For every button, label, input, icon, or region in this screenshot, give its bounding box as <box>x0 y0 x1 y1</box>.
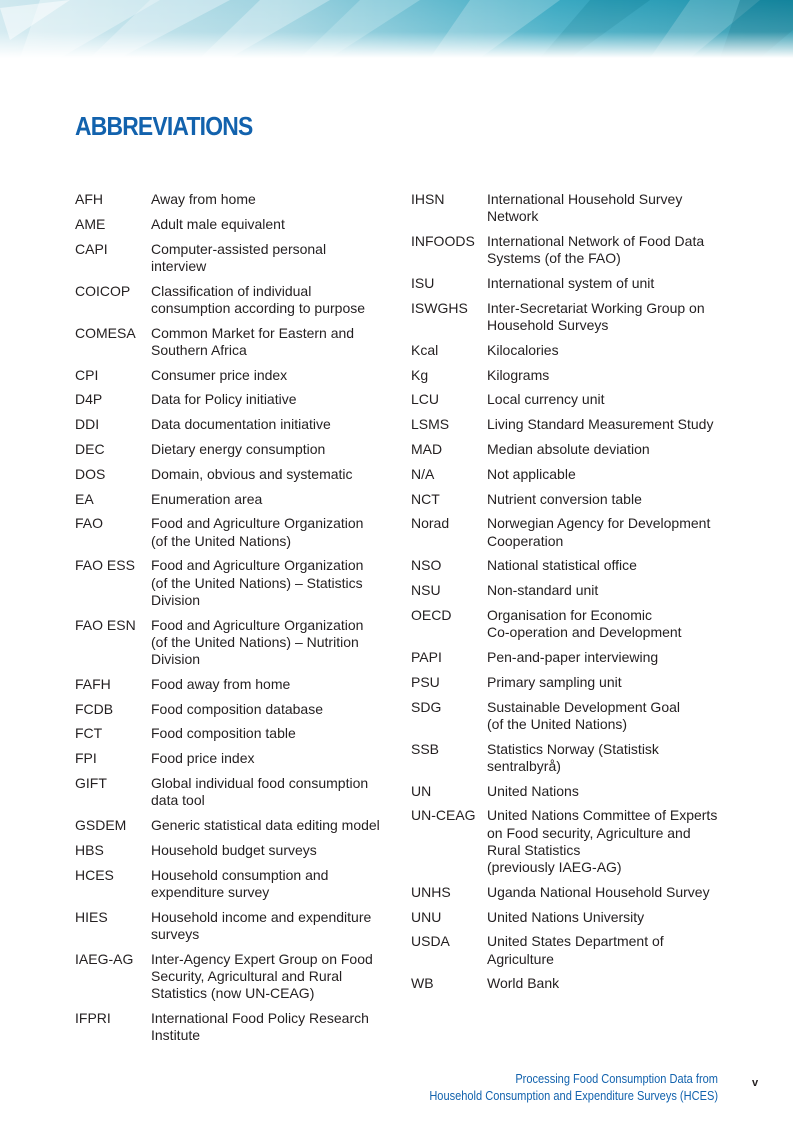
abbreviation-term: WB <box>411 975 434 992</box>
abbreviation-entry <box>411 367 741 384</box>
abbreviation-entry <box>411 975 741 992</box>
abbreviation-definition: World Bank <box>487 975 560 992</box>
abbreviation-entry <box>75 1010 385 1044</box>
abbreviation-definition: Enumeration area <box>151 490 263 507</box>
abbreviation-entry <box>75 676 385 693</box>
abbreviation-entry <box>75 617 385 669</box>
abbreviation-term: SSB <box>411 740 440 757</box>
abbreviation-term: CAPI <box>75 240 108 257</box>
abbreviation-definition: Data documentation initiative <box>151 416 331 433</box>
abbreviation-definition: Pen-and-paper interviewing <box>487 648 659 665</box>
abbreviation-definition: United States Department of Agriculture <box>487 933 664 967</box>
abbreviation-entry <box>411 441 741 458</box>
decorative-wave-graphic <box>0 0 793 58</box>
abbreviation-term: DOS <box>75 465 106 482</box>
abbreviation-entry <box>411 491 741 508</box>
abbreviation-definition: Away from home <box>151 191 256 207</box>
abbreviation-entry <box>75 466 385 483</box>
abbreviation-definition: Classification of individual consumption according to purpose <box>151 282 366 316</box>
abbreviation-entry <box>411 741 741 775</box>
abbreviation-definition: Local currency unit <box>487 391 605 408</box>
abbreviation-entry <box>411 582 741 599</box>
abbreviation-entry <box>411 807 741 876</box>
abbreviation-definition: Global individual food consumption data tool <box>151 774 369 809</box>
abbreviation-definition: Food and Agriculture Organization (of the United Nations) – Statistics Division <box>151 557 364 608</box>
abbreviation-term: EA <box>75 490 94 507</box>
abbreviation-term: UNU <box>411 908 442 925</box>
abbreviation-definition: Data for Policy initiative <box>151 391 297 408</box>
abbreviation-entry <box>75 725 385 742</box>
abbreviation-definition: International Network of Food Data Systems (of the FAO) <box>487 233 705 267</box>
footer-title-line-1: Processing Food Consumption Data from <box>515 1071 718 1086</box>
abbreviation-entry <box>75 951 385 1003</box>
abbreviation-entry <box>411 649 741 666</box>
abbreviation-term: UN-CEAG <box>411 807 476 824</box>
abbreviation-term: FAO ESN <box>75 616 136 633</box>
abbreviation-term: NCT <box>411 490 440 507</box>
abbreviation-definition: Kilograms <box>487 366 550 383</box>
abbreviation-entry <box>75 515 385 549</box>
abbreviation-definition: Non-standard unit <box>487 582 599 599</box>
abbreviation-term: AFH <box>75 191 103 207</box>
abbreviation-entry <box>75 391 385 408</box>
abbreviation-definition: Not applicable <box>487 465 576 482</box>
abbreviation-entry <box>75 557 385 609</box>
abbreviation-definition: Household consumption and expenditure survey <box>151 866 329 900</box>
abbreviation-entry <box>75 817 385 834</box>
abbreviation-definition: Domain, obvious and systematic <box>151 465 353 482</box>
abbreviation-entry <box>411 515 741 549</box>
abbreviation-definition: Uganda National Household Survey <box>487 883 710 900</box>
abbreviation-definition: Common Market for Eastern and Southern Africa <box>151 324 355 358</box>
abbreviation-entry <box>411 607 741 641</box>
abbreviation-definition: National statistical office <box>487 557 637 574</box>
abbreviation-definition: Primary sampling unit <box>487 673 622 690</box>
abbreviation-definition: Sustainable Development Goal (of the United Nations) <box>487 698 681 732</box>
abbreviation-definition: International system of unit <box>487 275 655 291</box>
abbreviation-term: DDI <box>75 416 100 433</box>
abbreviation-definition: Kilocalories <box>487 341 559 358</box>
abbreviation-term: Kg <box>411 366 429 383</box>
running-footer <box>0 1070 718 1104</box>
abbreviation-term: IFPRI <box>75 1009 111 1026</box>
abbreviation-entry <box>75 191 385 208</box>
abbreviation-entry <box>75 283 385 317</box>
abbreviation-entry <box>411 699 741 733</box>
abbreviation-term: D4P <box>75 391 103 408</box>
abbreviation-entry <box>75 867 385 901</box>
abbreviation-term: USDA <box>411 933 450 950</box>
abbreviation-definition: Generic statistical data editing model <box>151 816 380 833</box>
abbreviation-definition: Inter-Agency Expert Group on Food Security, Agricultural and Rural Statistics (now UN-CEAG) <box>151 950 373 1001</box>
abbreviation-definition: Food and Agriculture Organization (of the United Nations) <box>151 515 364 549</box>
abbreviation-entry <box>75 325 385 359</box>
abbreviation-entry <box>75 441 385 458</box>
abbreviation-term: N/A <box>411 465 435 482</box>
abbreviation-term: HIES <box>75 908 108 925</box>
page-number: v <box>752 1077 759 1089</box>
abbreviation-definition: Food away from home <box>151 675 291 692</box>
abbreviation-entry <box>411 557 741 574</box>
abbreviation-entry <box>411 416 741 433</box>
abbreviation-entry <box>75 775 385 809</box>
abbreviation-definition: Statistics Norway (Statistisk sentralbyrå) <box>487 740 659 774</box>
abbreviation-entry <box>411 933 741 967</box>
abbreviations-right-column <box>411 191 741 1000</box>
header-banner <box>0 0 793 58</box>
abbreviation-entry <box>411 466 741 483</box>
page-title: ABBREVIATIONS <box>75 111 253 141</box>
abbreviation-definition: Adult male equivalent <box>151 215 285 232</box>
abbreviation-entry <box>75 241 385 275</box>
abbreviation-term: NSU <box>411 582 441 599</box>
abbreviation-term: INFOODS <box>411 233 475 249</box>
abbreviation-term: FCT <box>75 725 103 742</box>
abbreviation-term: FAO ESS <box>75 557 135 574</box>
abbreviation-definition: International Food Policy Research Institute <box>151 1009 369 1043</box>
abbreviation-definition: United Nations University <box>487 908 645 925</box>
abbreviation-term: Norad <box>411 515 450 532</box>
abbreviation-term: FAO <box>75 515 104 532</box>
abbreviation-term: LCU <box>411 391 440 408</box>
abbreviation-term: UNHS <box>411 883 451 900</box>
abbreviation-entry <box>75 216 385 233</box>
abbreviation-term: PAPI <box>411 648 442 665</box>
abbreviation-entry <box>411 909 741 926</box>
abbreviation-definition: Household budget surveys <box>151 841 317 858</box>
abbreviation-term: MAD <box>411 440 443 457</box>
abbreviation-term: OECD <box>411 606 452 623</box>
abbreviation-entry <box>75 909 385 943</box>
abbreviation-definition: Food composition database <box>151 700 323 717</box>
abbreviation-term: SDG <box>411 698 442 715</box>
abbreviation-entry <box>75 491 385 508</box>
abbreviation-definition: Dietary energy consumption <box>151 440 326 457</box>
abbreviation-term: FCDB <box>75 700 114 717</box>
abbreviation-term: COMESA <box>75 324 136 341</box>
abbreviation-definition: United Nations Committee of Experts on Food security, Agriculture and Rural Statistics (previously IAEG-AG) <box>487 807 718 875</box>
abbreviation-term: COICOP <box>75 282 131 299</box>
abbreviation-entry <box>411 342 741 359</box>
abbreviations-left-column <box>75 191 385 1052</box>
abbreviation-entry <box>411 884 741 901</box>
abbreviation-definition: Household income and expenditure surveys <box>151 908 372 942</box>
abbreviation-definition: Norwegian Agency for Development Cooperation <box>487 515 711 549</box>
abbreviation-entry <box>75 367 385 384</box>
abbreviation-definition: Living Standard Measurement Study <box>487 416 714 433</box>
abbreviation-definition: Computer-assisted personal interview <box>151 240 327 274</box>
abbreviation-definition: United Nations <box>487 782 579 799</box>
abbreviation-entry <box>411 674 741 691</box>
abbreviation-entry <box>411 233 741 267</box>
abbreviation-entry <box>75 842 385 859</box>
abbreviation-term: DEC <box>75 440 105 457</box>
abbreviation-definition: Median absolute deviation <box>487 440 650 457</box>
abbreviation-entry <box>75 701 385 718</box>
abbreviation-entry <box>75 750 385 767</box>
abbreviation-definition: Inter-Secretariat Working Group on Household Surveys <box>487 299 705 333</box>
abbreviation-entry <box>411 191 741 225</box>
abbreviation-definition: International Household Survey Network <box>487 191 683 225</box>
abbreviation-term: IAEG-AG <box>75 950 134 967</box>
abbreviation-term: NSO <box>411 557 442 574</box>
abbreviation-term: FAFH <box>75 675 111 692</box>
abbreviation-term: LSMS <box>411 416 450 433</box>
abbreviation-term: HBS <box>75 841 104 858</box>
abbreviation-term: UN <box>411 782 432 799</box>
abbreviation-term: GIFT <box>75 774 107 791</box>
abbreviation-entry <box>411 275 741 292</box>
abbreviation-definition: Nutrient conversion table <box>487 490 642 507</box>
abbreviation-term: CPI <box>75 366 99 383</box>
abbreviation-term: GSDEM <box>75 816 127 833</box>
abbreviation-term: HCES <box>75 866 114 883</box>
abbreviation-term: ISU <box>411 275 435 291</box>
abbreviation-term: Kcal <box>411 341 439 358</box>
abbreviation-definition: Food price index <box>151 750 255 767</box>
footer-title-line-2: Household Consumption and Expenditure Surveys (HCES) <box>429 1088 718 1103</box>
abbreviation-definition: Organisation for Economic Co-operation and Development <box>487 606 682 641</box>
abbreviation-term: ISWGHS <box>411 299 468 316</box>
abbreviation-definition: Food and Agriculture Organization (of the United Nations) – Nutrition Division <box>151 616 364 667</box>
abbreviation-definition: Consumer price index <box>151 366 288 383</box>
abbreviation-definition: Food composition table <box>151 725 296 742</box>
abbreviation-term: IHSN <box>411 191 445 207</box>
abbreviation-entry <box>411 300 741 334</box>
abbreviation-term: PSU <box>411 673 440 690</box>
abbreviation-entry <box>411 783 741 800</box>
abbreviation-term: AME <box>75 215 106 232</box>
abbreviation-entry <box>75 416 385 433</box>
abbreviation-term: FPI <box>75 750 97 767</box>
abbreviation-entry <box>411 391 741 408</box>
